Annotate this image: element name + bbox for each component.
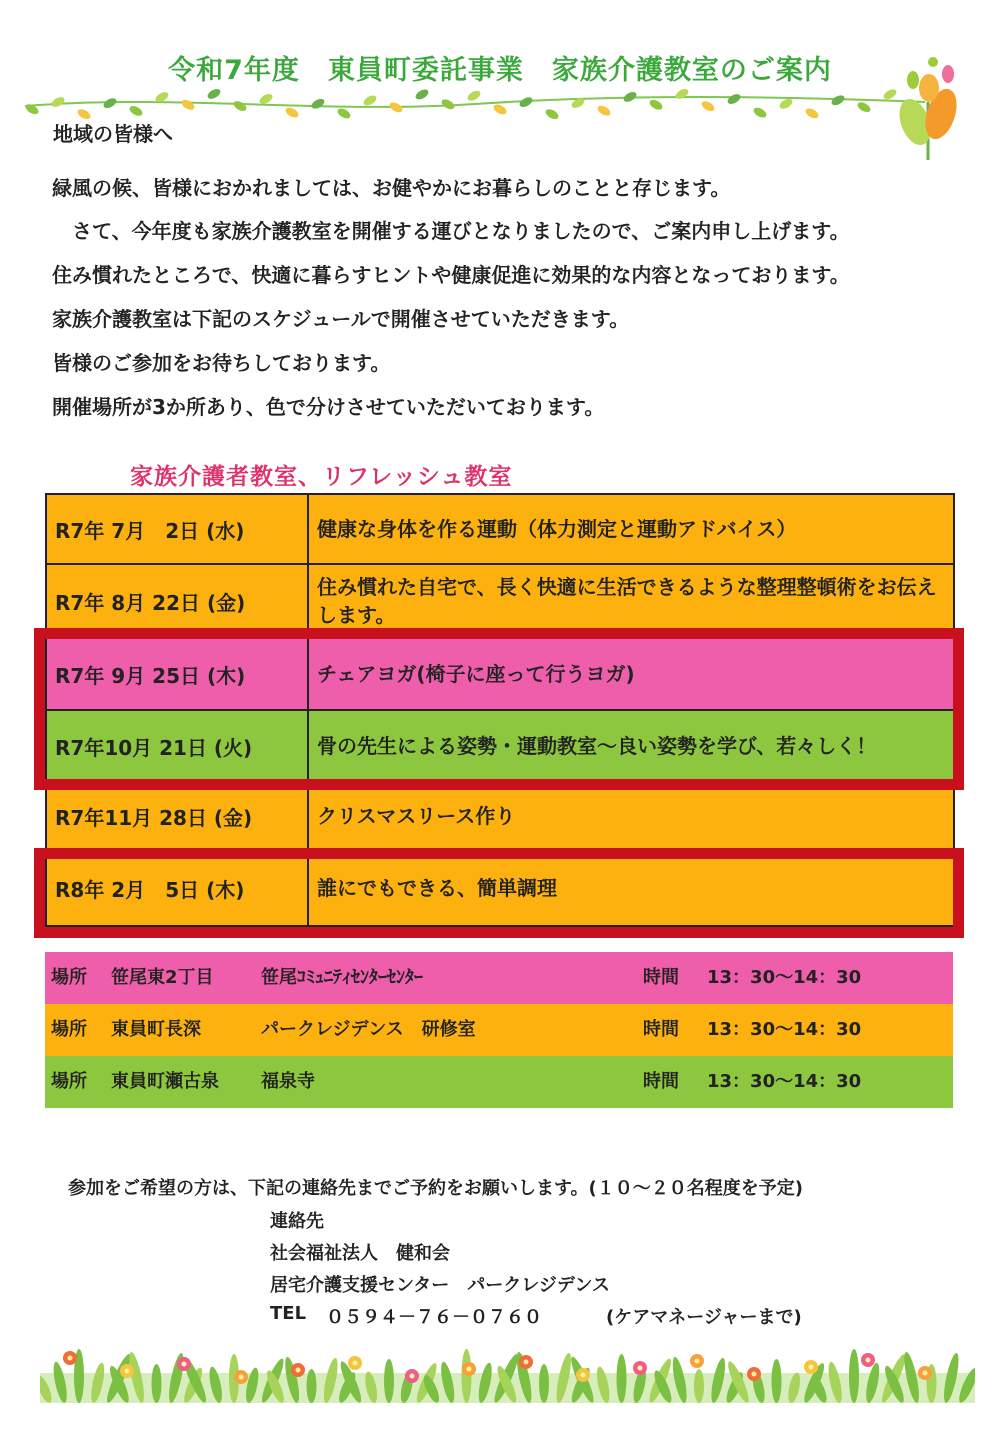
venue-time-label: 時間 xyxy=(643,967,679,988)
venue-place: パークレジデンス 研修室 xyxy=(261,1019,476,1040)
schedule-description: 健康な身体を作る運動（体力測定と運動アドバイス） xyxy=(317,517,797,541)
venue-place: 笹尾ｺﾐｭﾆﾃｨｾﾝﾀｰｾﾝﾀｰ xyxy=(261,967,423,988)
contact-tel-label: TEL xyxy=(270,1303,307,1324)
highlight-box xyxy=(34,628,964,790)
contact-note: 参加をご希望の方は、下記の連絡先までご予約をお願いします。(１０～２０名程度を予定) xyxy=(68,1178,804,1199)
schedule-description: チェアヨガ(椅子に座って行うヨガ) xyxy=(317,662,635,686)
venue-table xyxy=(45,952,953,1108)
venue-time-label: 時間 xyxy=(643,1019,679,1040)
schedule-date: R7年 7月 2日 (水) xyxy=(47,495,309,563)
body-line-4: 家族介護教室は下記のスケジュールで開催させていただきます。 xyxy=(52,307,630,331)
venue-label: 場所 xyxy=(51,1019,87,1040)
venue-area: 東員町長深 xyxy=(111,1019,201,1040)
section-title: 家族介護者教室、リフレッシュ教室 xyxy=(130,464,513,490)
schedule-date: R7年10月 21日 (火) xyxy=(47,711,309,781)
schedule-date: R7年11月 28日 (金) xyxy=(47,783,309,849)
body-line-3: 住み慣れたところで、快適に暮らすヒントや健康促進に効果的な内容となっております。 xyxy=(52,263,850,287)
schedule-description: クリスマスリース作り xyxy=(317,804,516,828)
venue-area: 東員町瀬古泉 xyxy=(111,1071,219,1092)
schedule-date: R7年 9月 25日 (木) xyxy=(47,639,309,709)
venue-row xyxy=(45,952,953,1004)
schedule-description: 骨の先生による姿勢・運動教室～良い姿勢を学び、若々しく！ xyxy=(317,734,877,758)
schedule-row xyxy=(45,783,955,851)
contact-center: 居宅介護支援センター パークレジデンス xyxy=(270,1275,610,1296)
venue-label: 場所 xyxy=(51,967,87,988)
body-line-2: さて、今年度も家族介護教室を開催する運びとなりましたので、ご案内申し上げます。 xyxy=(52,219,850,243)
venue-time-label: 時間 xyxy=(643,1071,679,1092)
venue-area: 笹尾東2丁目 xyxy=(111,967,214,988)
body-line-1: 緑風の候、皆様におかれましては、お健やかにお暮らしのことと存じます。 xyxy=(52,176,731,200)
schedule-description: 住み慣れた自宅で、長く快適に生活できるような整理整頓術をお伝えします。 xyxy=(317,575,937,627)
venue-label: 場所 xyxy=(51,1071,87,1092)
venue-row xyxy=(45,1004,953,1056)
venue-time: 13：30～14：30 xyxy=(707,967,862,988)
venue-time: 13：30～14：30 xyxy=(707,1019,862,1040)
venue-time: 13：30～14：30 xyxy=(707,1071,862,1092)
contact-heading: 連絡先 xyxy=(270,1211,324,1232)
leaf-cluster-icon xyxy=(893,52,963,162)
contact-tel-note: (ケアマネージャーまで) xyxy=(606,1307,802,1328)
body-line-5: 皆様のご参加をお待ちしております。 xyxy=(52,351,391,375)
schedule-description: 誰にでもできる、簡単調理 xyxy=(317,876,557,900)
flower-meadow-icon xyxy=(40,1318,975,1403)
venue-row xyxy=(45,1056,953,1108)
schedule-date: R7年 8月 22日 (金) xyxy=(47,565,309,637)
body-line-6: 開催場所が3か所あり、色で分けさせていただいております。 xyxy=(52,395,605,419)
page-title: 令和7年度 東員町委託事業 家族介護教室のご案内 xyxy=(168,55,832,86)
contact-org: 社会福祉法人 健和会 xyxy=(270,1243,450,1264)
schedule-row xyxy=(45,493,955,565)
schedule-date: R8年 2月 5日 (木) xyxy=(47,851,309,925)
highlight-box xyxy=(34,848,964,938)
greeting: 地域の皆様へ xyxy=(53,122,173,146)
venue-place: 福泉寺 xyxy=(261,1071,315,1092)
contact-tel: ０５９４－７６－０７６０ xyxy=(326,1307,542,1328)
